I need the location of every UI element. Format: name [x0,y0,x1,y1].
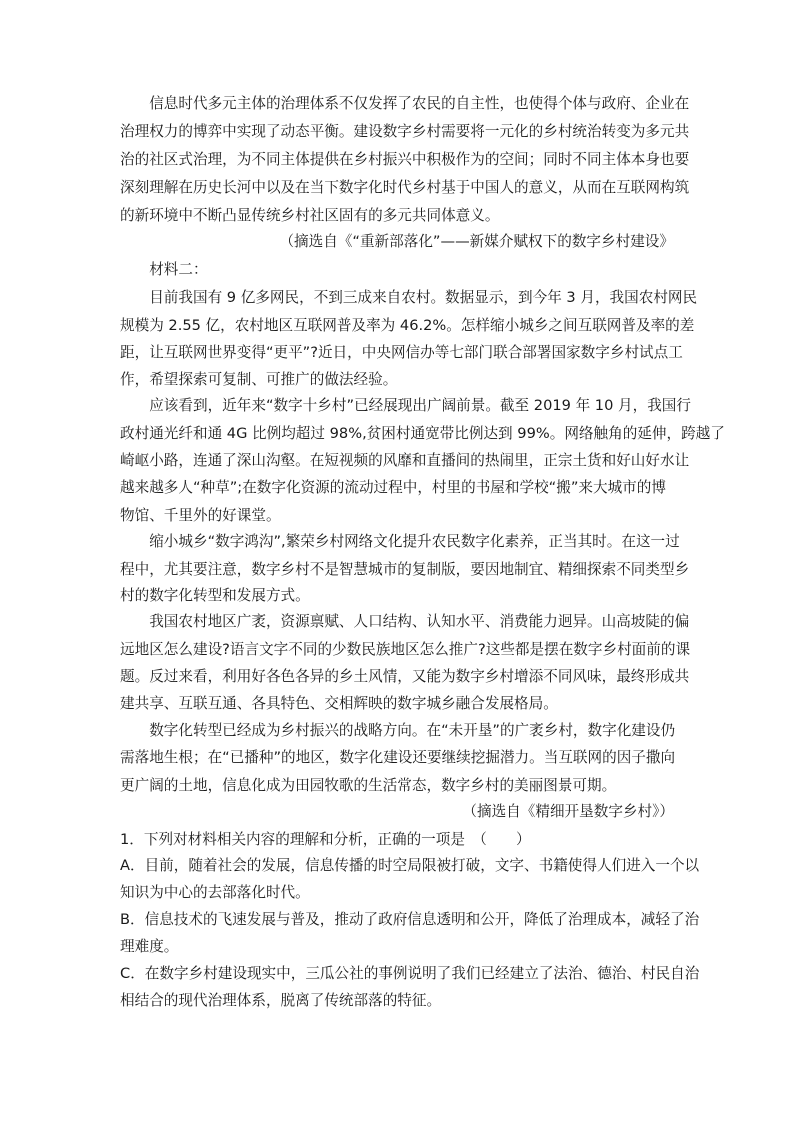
text-line: 作，希望探索可复制、可推广的做法经验。 [120,371,398,388]
source-citation: （摘选自《精细开垦数字乡村》） [462,803,674,820]
option-b-line: B．信息技术的飞速发展与普及，推动了政府信息透明和公开，降低了治理成本，减轻了治 [120,911,700,928]
text-line: 目前我国有 9 亿多网民，不到三成来自农村。数据显示，到今年 3 月，我国农村网民 [120,289,698,306]
text-line: 治理权力的博弈中实现了动态平衡。建设数字乡村需要将一元化的乡村统治转变为多元共 [120,123,690,140]
text-line: 题。反过来看，利用好各色各异的乡土风情，又能为数字乡村增添不同风味，最终形成共 [120,668,690,685]
question-stem: 1．下列对材料相关内容的理解和分析，正确的一项是 （ ） [120,831,531,848]
text-line: 崎岖小路，连通了深山沟壑。在短视频的风靡和直播间的热闹里，正宗土货和好山好水让 [120,452,690,469]
text-line: 的新环境中不断凸显传统乡村社区固有的多元共同体意义。 [120,207,500,224]
text-line: 越来越多人“种草”;在数字化资源的流动过程中，村里的书屋和学校“搬”来大城市的博 [120,479,666,496]
option-a-line: A．目前，随着社会的发展，信息传播的时空局限被打破，文字、书籍使得人们进入一个以 [120,857,700,874]
text-line: 需落地生根；在“已播种”的地区，数字化建设还要继续挖掘潜力。当互联网的因子撒向 [120,749,676,766]
text-line: 距，让互联网世界变得“更平”?近日，中央网信办等七部门联合部署国家数字乡村试点工 [120,344,683,361]
text-line: 村的数字化转型和发展方式。 [120,587,310,604]
option-b-line: 理难度。 [120,938,179,955]
text-line: 程中，尤其要注意，数字乡村不是智慧城市的复制版，要因地制宜、精细探索不同类型乡 [120,561,690,578]
text-line: 远地区怎么建设?语言文字不同的少数民族地区怎么推广?这些都是摆在数字乡村面前的课 [120,641,691,658]
text-line: 应该看到，近年来“数字十乡村”已经展现出广阔前景。截至 2019 年 10 月，我国行 [120,397,691,414]
text-line: 规模为 2.55 亿，农村地区互联网普及率为 46.2%。怎样缩小城乡之间互联网普及率的差 [120,317,695,334]
text-line: 深刻理解在历史长河中以及在当下数字化时代乡村基于中国人的意义，从而在互联网构筑 [120,179,690,196]
source-citation: （摘选自《“重新部落化”——新媒介赋权下的数字乡村建设》 [279,233,674,250]
text-line: 我国农村地区广袤，资源禀赋、人口结构、认知水平、消费能力迥异。山高坡陡的偏 [120,613,690,630]
text-line: 信息时代多元主体的治理体系不仅发挥了农民的自主性，也使得个体与政府、企业在 [120,95,690,112]
text-line: 更广阔的土地，信息化成为田园牧歌的生活常态，数字乡村的美丽图景可期。 [120,777,617,794]
text-line: 缩小城乡“数字鸿沟”,繁荣乡村网络文化提升农民数字化素养，正当其时。在这一过 [120,533,680,550]
text-line: 政村通光纤和通 4G 比例均超过 98%,贫困村通宽带比例达到 99%。网络触角的延伸，跨越了 [120,425,725,442]
option-c-line: 相结合的现代治理体系，脱离了传统部落的特征。 [120,992,442,1009]
option-a-line: 知识为中心的去部落化时代。 [120,884,310,901]
text-line: 物馆、千里外的好课堂。 [120,507,281,524]
text-line: 数字化转型已经成为乡村振兴的战略方向。在“未开垦”的广袤乡村，数字化建设仍 [120,722,676,739]
section-heading: 材料二： [120,261,208,278]
text-line: 建共享、互联互通、各具特色、交相辉映的数字城乡融合发展格局。 [120,695,558,712]
text-line: 治的社区式治理，为不同主体提供在乡村振兴中积极作为的空间；同时不同主体本身也要 [120,151,690,168]
option-c-line: C．在数字乡村建设现实中，三瓜公社的事例说明了我们已经建立了法治、德治、村民自治 [120,965,700,982]
